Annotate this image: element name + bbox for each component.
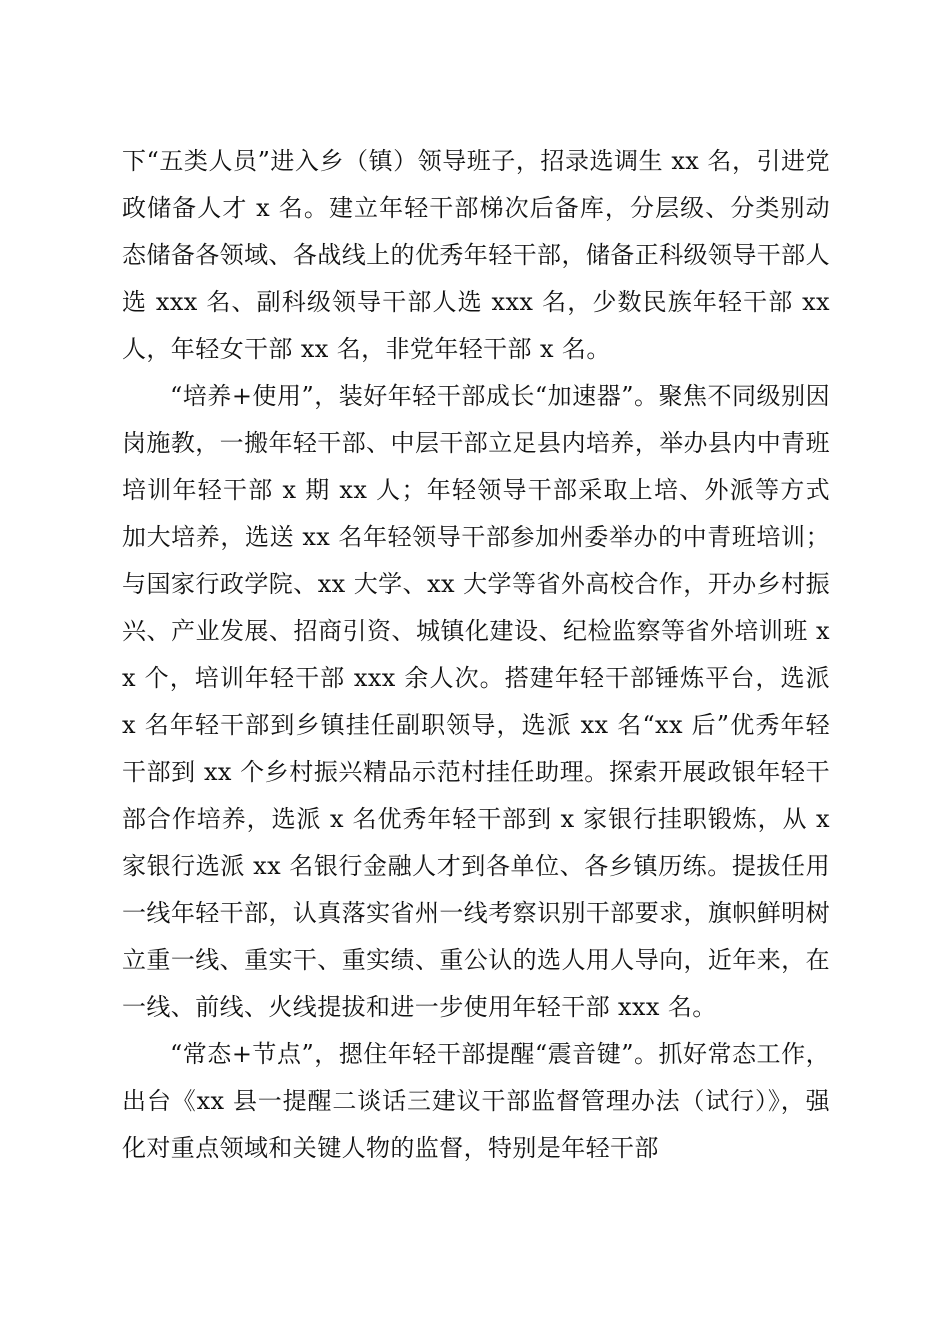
paragraph-training-and-use: “培养+使用”，装好年轻干部成长“加速器”。聚焦不同级别因岗施教，一搬年轻干部、中层干部立足县内培养，举办县内中青班培训年轻干部 x 期 xx 人；年轻领导干部采取上培、外派等方式加大培养，选送 xx 名年轻领导干部参加州委举办的中青班培训；与国家行政学院、xx 大学、xx 大学等省外高校合作，开办乡村振兴、产业发展、招商引资、城镇化建设、纪检监察等省外培训班 xx 个，培训年轻干部 xxx 余人次。搭建年轻干部锤炼平台，选派 x 名年轻干部到乡镇挂任副职领导，选派 xx 名“xx 后”优秀年轻干部到 xx 个乡村振兴精品示范村挂任助理。探索开展政银年轻干部合作培养，选派 x 名优秀年轻干部到 x 家银行挂职锻炼，从 x 家银行选派 xx 名银行金融人才到各单位、各乡镇历练。提拔任用一线年轻干部，认真落实省州一线考察识别干部要求，旗帜鲜明树立重一线、重实干、重实绩、重公认的选人用人导向，近年来，在一线、前线、火线提拔和进一步使用年轻干部 xxx 名。 [122,382,830,1021]
body-text [122,138,830,1172]
paragraph-normal-and-key-points: “常态+节点”，摁住年轻干部提醒“震音键”。抓好常态工作，出台《xx 县一提醒二谈话三建议干部监督管理办法（试行）》，强化对重点领域和关键人物的监督，特别是年轻干部 [122,1040,830,1162]
paragraph-continuation: 下“五类人员”进入乡（镇）领导班子，招录选调生 xx 名，引进党政储备人才 x 名。建立年轻干部梯次后备库，分层级、分类别动态储备各领域、各战线上的优秀年轻干部，储备正科级领导干部人选 xxx 名、副科级领导干部人选 xxx 名，少数民族年轻干部 xx 人，年轻女干部 xx 名，非党年轻干部 x 名。 [122,147,830,363]
